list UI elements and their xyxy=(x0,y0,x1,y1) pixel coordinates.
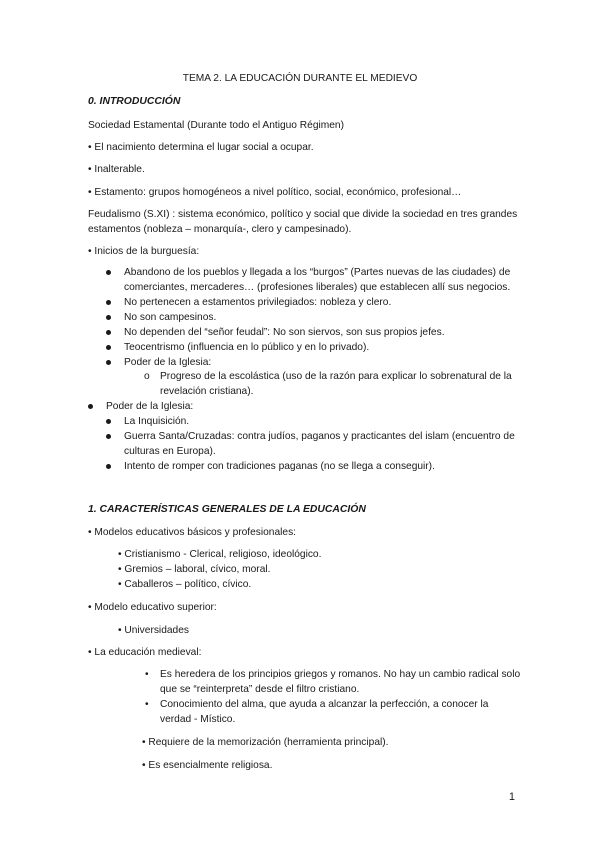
superior-item: • Universidades xyxy=(118,625,189,636)
feudalismo-line: Feudalismo (S.XI) : sistema económico, político y social que divide la sociedad en tres grandes xyxy=(88,209,518,220)
estamental-point: • Estamento: grupos homogéneos a nivel político, social, económico, profesional… xyxy=(88,187,462,198)
bullet-dot-icon xyxy=(106,415,111,429)
bullet-dot-icon xyxy=(88,400,93,414)
burguesia-item-line: No son campesinos. xyxy=(124,312,217,323)
medieval-item-line: Conocimiento del alma, que ayuda a alcanzar la perfección, a conocer la xyxy=(160,699,489,710)
escolastica-line: revelación cristiana). xyxy=(160,386,254,397)
burguesia-item-line: comerciantes, mercaderes… (profesiones liberales) que establecen allí sus negocios. xyxy=(124,282,511,293)
religiosa-item: • Es esencialmente religiosa. xyxy=(142,760,273,771)
bullet-icon: • xyxy=(145,669,149,680)
estamental-point: • El nacimiento determina el lugar social a ocupar. xyxy=(88,142,314,153)
estamental-point: • Inalterable. xyxy=(88,164,145,175)
modelos-item: • Caballeros – político, cívico. xyxy=(118,579,252,590)
burguesia-item-line: No dependen del “señor feudal”: No son siervos, son sus propios jefes. xyxy=(124,327,445,338)
medieval-item-line: Es heredera de los principios griegos y romanos. No hay un cambio radical solo xyxy=(160,669,521,680)
bullet-dot-icon xyxy=(106,356,111,370)
poder-item-line: Intento de romper con tradiciones paganas (no se llega a conseguir). xyxy=(124,461,435,472)
page-number: 1 xyxy=(508,791,515,803)
circle-bullet-icon: o xyxy=(144,371,150,382)
escolastica-line: Progreso de la escolástica (uso de la razón para explicar lo sobrenatural de la xyxy=(160,371,512,382)
feudalismo-line: estamentos (nobleza – monarquía-, clero y campesinado). xyxy=(88,224,352,235)
bullet-dot-icon xyxy=(106,341,111,355)
bullet-dot-icon xyxy=(106,430,111,444)
burguesia-heading: • Inicios de la burguesía: xyxy=(88,246,200,257)
modelos-heading: • Modelos educativos básicos y profesionales: xyxy=(88,527,296,538)
modelos-item: • Gremios – laboral, cívico, moral. xyxy=(118,564,271,575)
burguesia-item-line: Teocentrismo (influencia en lo público y en lo privado). xyxy=(124,342,370,353)
document-title: TEMA 2. LA EDUCACIÓN DURANTE EL MEDIEVO xyxy=(182,73,418,84)
bullet-dot-icon xyxy=(106,296,111,310)
section-0-heading: 0. INTRODUCCIÓN xyxy=(88,96,181,107)
bullet-dot-icon xyxy=(106,460,111,474)
medieval-item-line: que se “reinterpreta” desde el filtro cristiano. xyxy=(160,684,360,695)
burguesia-item-line: No pertenecen a estamentos privilegiados: nobleza y clero. xyxy=(124,297,392,308)
medieval-heading: • La educación medieval: xyxy=(88,647,202,658)
poder-item-line: culturas en Europa). xyxy=(124,446,216,457)
superior-heading: • Modelo educativo superior: xyxy=(88,602,217,613)
poder-item-line: Guerra Santa/Cruzadas: contra judíos, paganos y practicantes del islam (encuentro de xyxy=(124,431,515,442)
poder-heading: Poder de la Iglesia: xyxy=(106,401,194,412)
poder-item-line: La Inquisición. xyxy=(124,416,190,427)
modelos-item: • Cristianismo - Clerical, religioso, ideológico. xyxy=(118,549,322,560)
estamental-intro: Sociedad Estamental (Durante todo el Antiguo Régimen) xyxy=(88,120,344,131)
bullet-dot-icon xyxy=(106,311,111,325)
medieval-item-line: verdad - Místico. xyxy=(160,714,236,725)
bullet-dot-icon xyxy=(106,266,111,280)
bullet-dot-icon xyxy=(106,326,111,340)
section-1-heading: 1. CARACTERÍSTICAS GENERALES DE LA EDUCACIÓN xyxy=(88,504,366,515)
burguesia-item-line: Abandono de los pueblos y llegada a los “burgos” (Partes nuevas de las ciudades) de xyxy=(124,267,511,278)
burguesia-item-line: Poder de la Iglesia: xyxy=(124,357,212,368)
memorizacion-item: • Requiere de la memorización (herramienta principal). xyxy=(142,737,389,748)
bullet-icon: • xyxy=(145,699,149,710)
